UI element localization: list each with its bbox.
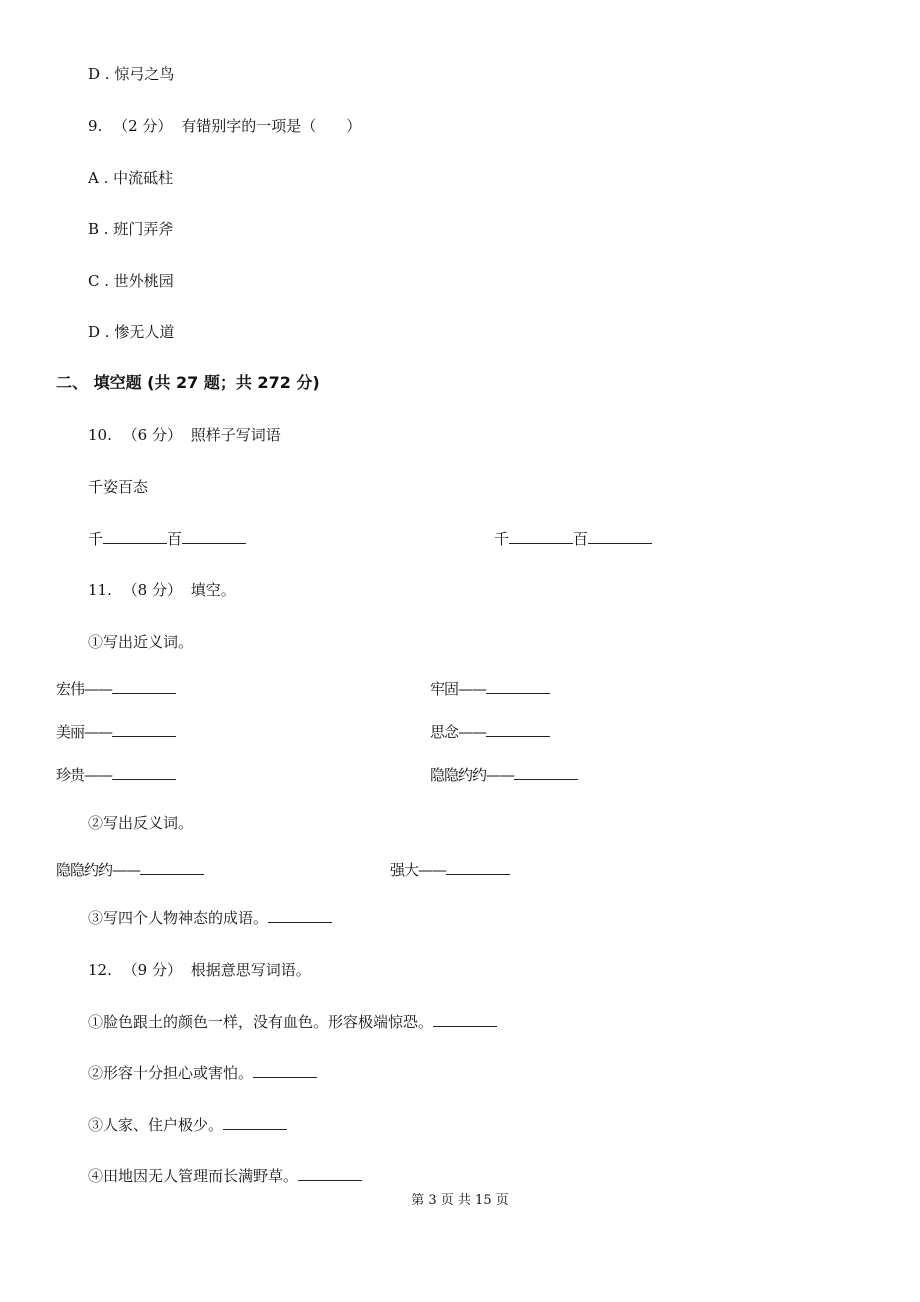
q9-stem-before: 有错别字的一项是（ — [181, 117, 317, 135]
q9-option-c-text: C . 世外桃园 — [88, 272, 174, 290]
q11-stem-text: 填空。 — [190, 581, 236, 599]
q10-blank-1[interactable] — [103, 529, 167, 544]
q12-number: 12. — [88, 961, 112, 979]
q11-w3: 美丽—— — [56, 723, 113, 741]
q12-score: （9 分） — [122, 961, 182, 979]
q8-option-d — [88, 64, 174, 84]
q12-blank-1[interactable] — [433, 1012, 497, 1027]
q11-blank-8[interactable] — [446, 860, 510, 875]
q10-blank-2[interactable] — [182, 529, 246, 544]
q10-fill-left — [88, 529, 246, 549]
q9-option-a-text: A . 中流砥柱 — [88, 169, 174, 187]
q9-score: （2 分） — [113, 117, 173, 135]
q9-stem — [88, 116, 361, 136]
q11-synonym-5 — [56, 765, 176, 785]
q11-w5: 珍贵—— — [56, 766, 113, 784]
q11-blank-4[interactable] — [486, 722, 550, 737]
q11-synonym-6 — [430, 765, 578, 785]
q9-option-b — [88, 219, 173, 239]
q11-antonym-2 — [390, 860, 510, 880]
q10-example — [88, 477, 148, 497]
q12-item4-text: ④田地因无人管理而长满野草。 — [88, 1167, 299, 1185]
q11-w6: 隐隐约约—— — [430, 766, 515, 784]
q11-synonym-4 — [430, 722, 550, 742]
q11-part3-text: ③写四个人物神态的成语。 — [88, 909, 269, 927]
q12-blank-2[interactable] — [253, 1063, 317, 1078]
q12-item-3 — [88, 1115, 287, 1135]
q10-left-qian: 千 — [88, 530, 104, 548]
q10-left-bai: 百 — [167, 530, 183, 548]
q11-part3 — [88, 908, 332, 928]
q11-part2-text: ②写出反义词。 — [88, 814, 194, 832]
q11-blank-6[interactable] — [514, 765, 578, 780]
q9-option-d-text: D . 惨无人道 — [88, 323, 175, 341]
q11-synonym-1 — [56, 679, 176, 699]
page-number: 第 3 页 共 15 页 — [411, 1193, 509, 1208]
q9-option-a — [88, 168, 173, 188]
q9-stem-text — [181, 117, 361, 135]
q10-score: （6 分） — [122, 426, 182, 444]
q11-blank-1[interactable] — [112, 679, 176, 694]
q10-right-bai: 百 — [573, 530, 589, 548]
q9-stem-after: ） — [346, 117, 362, 135]
q12-blank-4[interactable] — [298, 1166, 362, 1181]
q11-w7: 隐隐约约—— — [56, 861, 141, 879]
section-title: 二、 填空题 (共 27 题；共 272 分) — [56, 373, 320, 392]
q12-item-2 — [88, 1063, 317, 1083]
q9-option-d — [88, 322, 174, 342]
q11-synonym-3 — [56, 722, 176, 742]
q11-part1 — [88, 632, 193, 652]
q11-part2 — [88, 813, 193, 833]
q9-option-b-text: B . 班门弄斧 — [88, 220, 174, 238]
q12-item2-text: ②形容十分担心或害怕。 — [88, 1064, 254, 1082]
q10-right-qian: 千 — [494, 530, 510, 548]
section-heading — [56, 373, 320, 393]
q11-w8: 强大—— — [390, 861, 447, 879]
q11-antonym-1 — [56, 860, 204, 880]
q11-w2: 牢固—— — [430, 680, 487, 698]
q12-item1-text: ①脸色跟土的颜色一样，没有血色。形容极端惊恐。 — [88, 1013, 434, 1031]
q9-option-c — [88, 271, 174, 291]
page-footer — [0, 1191, 920, 1211]
q12-blank-3[interactable] — [223, 1115, 287, 1130]
q12-item3-text: ③人家、住户极少。 — [88, 1116, 224, 1134]
q11-synonym-2 — [430, 679, 550, 699]
q11-score: （8 分） — [122, 581, 182, 599]
q11-blank-7[interactable] — [140, 860, 204, 875]
q10-stem — [88, 425, 281, 445]
q10-number: 10. — [88, 426, 112, 444]
q11-number: 11. — [88, 581, 112, 599]
q10-example-text: 千姿百态 — [88, 478, 149, 496]
q10-stem-text: 照样子写词语 — [190, 426, 281, 444]
q11-blank-3[interactable] — [112, 722, 176, 737]
q10-blank-3[interactable] — [509, 529, 573, 544]
q12-item-1 — [88, 1012, 497, 1032]
q12-stem-text: 根据意思写词语。 — [190, 961, 311, 979]
q9-number: 9. — [88, 117, 103, 135]
q12-item-4 — [88, 1166, 362, 1186]
q11-part1-text: ①写出近义词。 — [88, 633, 194, 651]
q10-blank-4[interactable] — [588, 529, 652, 544]
q8-option-d-text: D . 惊弓之鸟 — [88, 65, 175, 83]
q11-w4: 思念—— — [430, 723, 487, 741]
q10-fill-right — [494, 529, 652, 549]
q11-blank-2[interactable] — [486, 679, 550, 694]
q11-stem — [88, 580, 236, 600]
q12-stem — [88, 960, 311, 980]
q11-blank-9[interactable] — [268, 908, 332, 923]
q11-w1: 宏伟—— — [56, 680, 113, 698]
q11-blank-5[interactable] — [112, 765, 176, 780]
